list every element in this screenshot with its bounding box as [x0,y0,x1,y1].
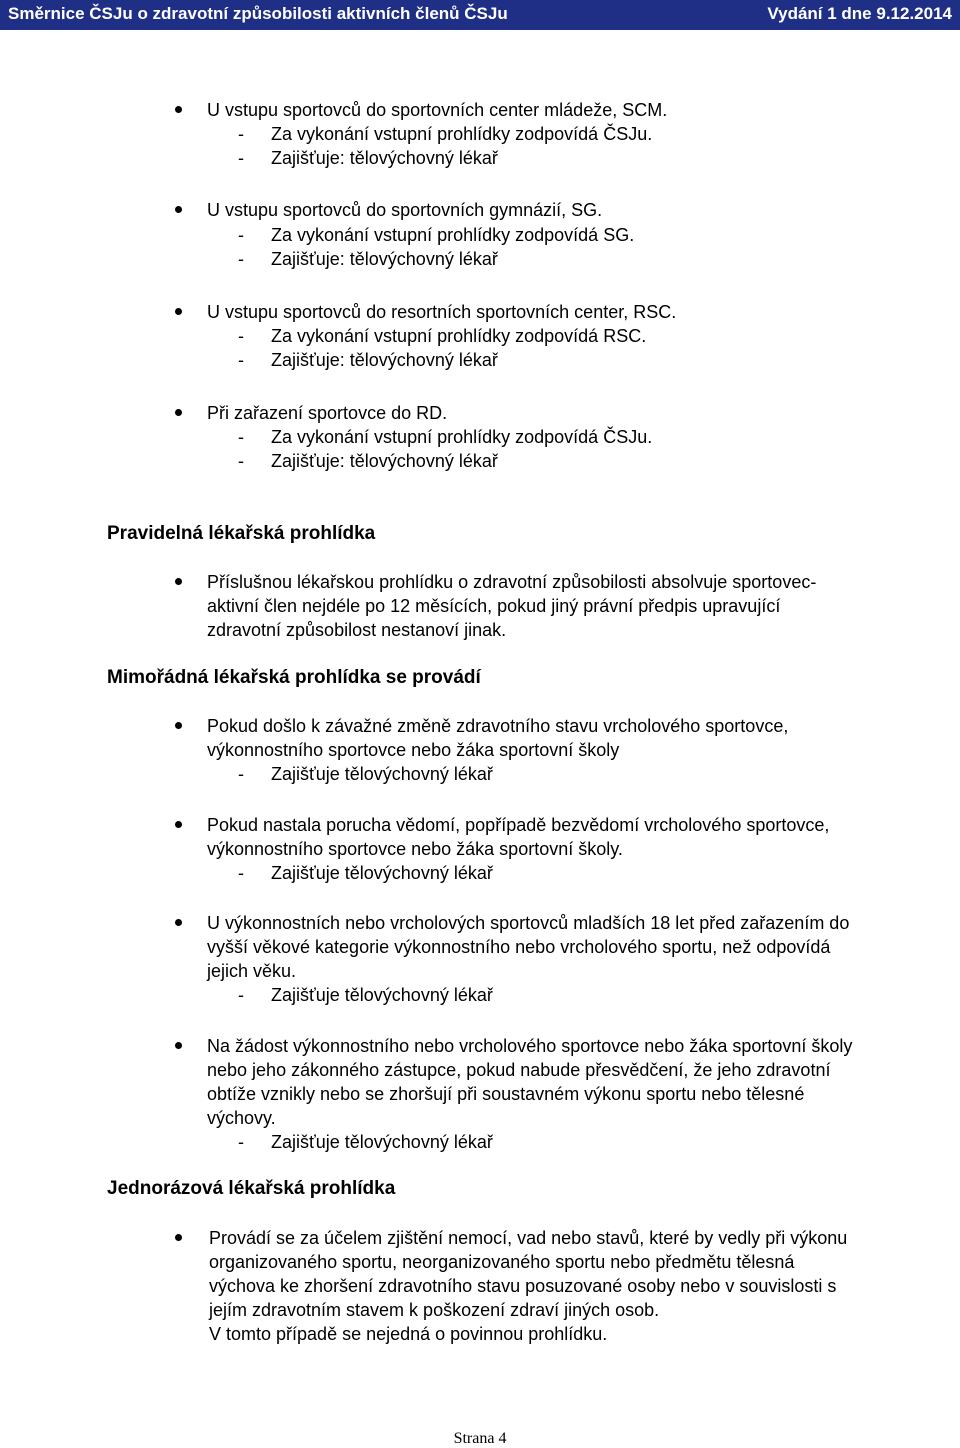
paragraph-line: Provádí se za účelem zjištění nemocí, vad nebo stavů, které by vedly při výkonu [209,1228,848,1248]
paragraph-line: U výkonnostních nebo vrcholových sportovců mladších 18 let před zařazením do [207,913,850,933]
bullet-icon [175,1234,182,1241]
dash-marker: - [238,863,244,883]
paragraph-line: nebo jeho zákonného zástupce, pokud nabude přesvědčení, že jeho zdravotní [207,1060,831,1080]
dash-marker: - [238,326,244,346]
page-number: Strana 4 [453,1430,507,1447]
section-heading-single: Jednorázová lékařská prohlídka [107,1178,396,1199]
section-heading-regular: Pravidelná lékařská prohlídka [107,523,376,544]
list-item: U vstupu sportovců do resortních sportovních center, RSC. [207,302,677,322]
paragraph-line: Pokud nastala porucha vědomí, popřípadě bezvědomí vrcholového sportovce, [207,815,830,835]
sub-item: Zajišťuje tělovýchovný lékař [271,1132,493,1152]
sub-item: Zajišťuje: tělovýchovný lékař [271,350,498,370]
edition-date: Vydání 1 dne 9.12.2014 [767,4,952,23]
paragraph-line: Pokud došlo k závažné změně zdravotního stavu vrcholového sportovce, [207,716,789,736]
paragraph-line: výkonnostního sportovce nebo žáka sportovní školy. [207,839,623,859]
list-item: Při zařazení sportovce do RD. [207,403,448,423]
paragraph-line: Na žádost výkonnostního nebo vrcholového sportovce nebo žáka sportovní školy [207,1036,853,1056]
paragraph-line: výchova ke zhoršení zdravotního stavu posuzované osoby nebo v souvislosti s [209,1276,837,1296]
sub-item: Za vykonání vstupní prohlídky zodpovídá RSC. [271,326,647,346]
paragraph-line: jejich věku. [207,961,297,981]
document-title: Směrnice ČSJu o zdravotní způsobilosti aktivních členů ČSJu [8,4,508,23]
sub-item: Za vykonání vstupní prohlídky zodpovídá ČSJu. [271,427,653,447]
bullet-icon [175,206,182,213]
sub-item: Zajišťuje: tělovýchovný lékař [271,451,498,471]
dash-marker: - [238,225,244,245]
bullet-icon [175,106,182,113]
dash-marker: - [238,427,244,447]
paragraph-line: vyšší věkové kategorie výkonnostního nebo vrcholového sportu, než odpovídá [207,937,831,957]
list-item: U vstupu sportovců do sportovních center mládeže, SCM. [207,100,668,120]
dash-marker: - [238,985,244,1005]
dash-marker: - [238,764,244,784]
dash-marker: - [238,451,244,471]
dash-marker: - [238,124,244,144]
sub-item: Zajišťuje tělovýchovný lékař [271,863,493,883]
dash-marker: - [238,249,244,269]
list-item: U vstupu sportovců do sportovních gymnázií, SG. [207,200,603,220]
section-heading-extra: Mimořádná lékařská prohlídka se provádí [107,667,481,688]
sub-item: Za vykonání vstupní prohlídky zodpovídá ČSJu. [271,124,653,144]
paragraph-line: aktivní člen nejdéle po 12 měsících, pokud jiný právní předpis upravující [207,596,781,616]
bullet-icon [175,578,182,585]
paragraph-line: jejím zdravotním stavem k poškození zdraví jiných osob. [209,1300,660,1320]
bullet-icon [175,722,182,729]
sub-item: Zajišťuje: tělovýchovný lékař [271,249,498,269]
bullet-icon [175,821,182,828]
dash-marker: - [238,148,244,168]
paragraph-line: výkonnostního sportovce nebo žáka sportovní školy [207,740,620,760]
sub-item: Za vykonání vstupní prohlídky zodpovídá SG. [271,225,635,245]
paragraph-line: V tomto případě se nejedná o povinnou prohlídku. [209,1324,608,1344]
dash-marker: - [238,1132,244,1152]
bullet-icon [175,919,182,926]
bullet-icon [175,308,182,315]
bullet-icon [175,409,182,416]
bullet-icon [175,1042,182,1049]
paragraph-line: zdravotní způsobilost nestanoví jinak. [207,620,507,640]
paragraph-line: organizovaného sportu, neorganizovaného sportu nebo předmětu tělesná [209,1252,795,1272]
paragraph-line: Příslušnou lékařskou prohlídku o zdravotní způsobilosti absolvuje sportovec- [207,572,817,592]
paragraph-line: obtíže vznikly nebo se zhoršují při soustavném výkonu sportu nebo tělesné [207,1084,805,1104]
document-header [0,0,960,30]
sub-item: Zajišťuje tělovýchovný lékař [271,985,493,1005]
sub-item: Zajišťuje: tělovýchovný lékař [271,148,498,168]
paragraph-line: výchovy. [207,1108,276,1128]
sub-item: Zajišťuje tělovýchovný lékař [271,764,493,784]
dash-marker: - [238,350,244,370]
